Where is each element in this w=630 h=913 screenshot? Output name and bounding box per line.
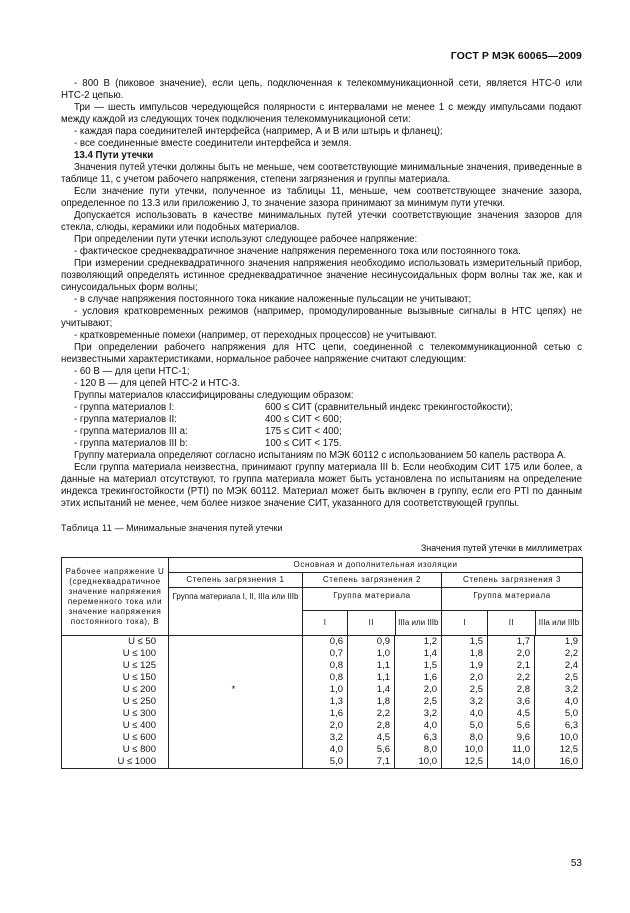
material-group-row xyxy=(61,438,582,450)
degree-1-cell xyxy=(169,672,303,684)
table-row xyxy=(62,696,583,708)
value-cell: 1,5 xyxy=(442,636,488,649)
value-cell: 3,2 xyxy=(442,696,488,708)
value-cell: 1,8 xyxy=(348,696,395,708)
paragraph-p15: - 60 В — для цепи НТС-1; xyxy=(74,366,190,377)
voltage-cell: U ≤ 125 xyxy=(62,660,169,672)
voltage-cell: U ≤ 400 xyxy=(62,720,169,732)
value-cell: 10,0 xyxy=(395,756,442,769)
voltage-cell: U ≤ 250 xyxy=(62,696,169,708)
paragraphs-bottom xyxy=(61,450,582,510)
degree-1-cell xyxy=(169,720,303,732)
value-cell: 5,6 xyxy=(348,744,395,756)
value-cell: 2,8 xyxy=(488,684,535,696)
material-group-name: - группа материалов III а: xyxy=(74,426,188,437)
paragraph-p16: - 120 В — для цепей НТС-2 и НТС-3. xyxy=(74,378,240,389)
header-group-2-III: IIIa или IIIb xyxy=(398,618,439,627)
section-heading: 13.4 Пути утечки xyxy=(74,150,154,161)
value-cell: 1,1 xyxy=(348,660,395,672)
paragraph-p14: При определении рабочего напряжения для НТС цепи, соединенной с телекоммуникационной сетью с неизвестными характеристиками, нормальное рабочее напряжение считают следующим: xyxy=(61,342,582,365)
value-cell: 0,8 xyxy=(303,672,348,684)
material-group-row xyxy=(61,414,582,426)
paragraph-p17: Группы материалов классифицированы следующим образом: xyxy=(74,390,354,401)
degree-1-cell xyxy=(169,696,303,708)
paragraph-p10: При измерении среднеквадратичного значения напряжения необходимо использовать измерительный прибор, позволяющий определять истинное среднеквадратичное значение несинусоидальных форм волны так же, как и синусоидальных форм волны; xyxy=(61,258,582,293)
value-cell: 10,0 xyxy=(535,732,583,744)
value-cell: 3,2 xyxy=(535,684,583,696)
header-degree-1: Степень загрязнения 1 xyxy=(169,573,303,588)
paragraph-p7: Допускается использовать в качестве минимальных путей утечки соответствующие значения зазоров для стекла, слюды, керамики или подобных материалов. xyxy=(61,210,582,233)
value-cell: 0,6 xyxy=(303,636,348,649)
paragraphs-mid xyxy=(61,162,582,402)
table-body xyxy=(62,636,583,769)
value-cell: 12,5 xyxy=(535,744,583,756)
creepage-table xyxy=(61,557,583,769)
degree-1-cell xyxy=(169,732,303,744)
value-cell: 2,0 xyxy=(488,648,535,660)
value-cell: 1,9 xyxy=(535,636,583,649)
material-group-range: 175 ≤ СИТ < 400; xyxy=(265,426,342,437)
value-cell: 7,1 xyxy=(348,756,395,769)
value-cell: 1,6 xyxy=(395,672,442,684)
value-cell: 3,2 xyxy=(303,732,348,744)
paragraph-p13: - кратковременные помехи (например, от переходных процессов) не учитывают. xyxy=(74,330,437,341)
value-cell: 4,0 xyxy=(442,708,488,720)
paragraph-p3: - каждая пара соединителей интерфейса (например, А и В или штырь и фланец); xyxy=(74,126,443,137)
value-cell: 2,0 xyxy=(303,720,348,732)
value-cell: 0,9 xyxy=(348,636,395,649)
value-cell: 1,9 xyxy=(442,660,488,672)
header-group-2 xyxy=(303,588,442,636)
value-cell: 2,2 xyxy=(348,708,395,720)
value-cell: 1,8 xyxy=(442,648,488,660)
value-cell: 1,6 xyxy=(303,708,348,720)
value-cell: 1,5 xyxy=(395,660,442,672)
table-caption-label: Таблица 11 xyxy=(61,523,113,533)
material-group-row xyxy=(61,402,582,414)
value-cell: 8,0 xyxy=(395,744,442,756)
header-degree-2: Степень загрязнения 2 xyxy=(303,573,442,588)
value-cell: 2,8 xyxy=(348,720,395,732)
degree-1-cell xyxy=(169,660,303,672)
material-group-name: - группа материалов II: xyxy=(74,414,177,425)
paragraph-p8: При определении пути утечки используют следующее рабочее напряжение: xyxy=(74,234,418,245)
value-cell: 1,0 xyxy=(348,648,395,660)
value-cell: 5,0 xyxy=(535,708,583,720)
material-group-row xyxy=(61,426,582,438)
header-voltage: Рабочее напряжение U (среднеквадратичное значение напряжения переменного тока или значение напряжения постоянного тока), В xyxy=(62,558,169,636)
table-row xyxy=(62,732,583,744)
degree-1-cell xyxy=(169,648,303,660)
degree-1-cell xyxy=(169,744,303,756)
value-cell: 16,0 xyxy=(535,756,583,769)
paragraph-p12: - условия кратковременных режимов (например, промодулированные вызывные сигналы в НТС цепях) не учитывают; xyxy=(61,306,582,329)
table-row xyxy=(62,708,583,720)
value-cell: 2,0 xyxy=(395,684,442,696)
voltage-cell: U ≤ 800 xyxy=(62,744,169,756)
table-row xyxy=(62,744,583,756)
header-group-3-I: I xyxy=(463,618,467,627)
value-cell: 1,0 xyxy=(303,684,348,696)
value-cell: 0,8 xyxy=(303,660,348,672)
value-cell: 4,5 xyxy=(348,732,395,744)
material-group-range: 100 ≤ СИТ < 175. xyxy=(265,438,342,449)
document-body xyxy=(61,78,582,769)
value-cell: 5,6 xyxy=(488,720,535,732)
material-group-range: 400 ≤ СИТ < 600; xyxy=(265,414,342,425)
material-group-range: 600 ≤ СИТ (сравнительный индекс трекингостойкости); xyxy=(265,402,513,413)
voltage-cell: U ≤ 200 xyxy=(62,684,169,696)
header-group-3-II: II xyxy=(487,611,535,635)
table-row xyxy=(62,672,583,684)
voltage-cell: U ≤ 300 xyxy=(62,708,169,720)
table-row xyxy=(62,660,583,672)
table-units: Значения путей утечки в миллиметрах xyxy=(420,543,582,553)
value-cell: 12,5 xyxy=(442,756,488,769)
degree-1-cell xyxy=(169,756,303,769)
value-cell: 2,4 xyxy=(535,660,583,672)
value-cell: 1,2 xyxy=(395,636,442,649)
material-group-name: - группа материалов III b: xyxy=(74,438,188,449)
voltage-cell: U ≤ 100 xyxy=(62,648,169,660)
value-cell: 5,0 xyxy=(303,756,348,769)
table-caption-text: — Минимальные значения путей утечки xyxy=(112,523,283,533)
paragraph-p11: - в случае напряжения постоянного тока никакие наложенные пульсации не учитывают; xyxy=(74,294,472,305)
degree-1-cell xyxy=(169,708,303,720)
header-group-2-I: I xyxy=(323,618,327,627)
voltage-cell: U ≤ 50 xyxy=(62,636,169,649)
header-group-2-II: II xyxy=(347,611,395,635)
degree-1-cell xyxy=(169,636,303,649)
value-cell: 2,1 xyxy=(488,660,535,672)
value-cell: 8,0 xyxy=(442,732,488,744)
value-cell: 9,6 xyxy=(488,732,535,744)
value-cell: 4,0 xyxy=(395,720,442,732)
header-group-2-label: Группа материала xyxy=(303,588,441,611)
header-group-3-III: IIIa или IIIb xyxy=(538,618,580,627)
value-cell: 1,4 xyxy=(395,648,442,660)
paragraph-p18: Группу материала определяют согласно испытаниям по МЭК 60112 с использованием 50 капель раствора А. xyxy=(74,450,567,461)
value-cell: 4,0 xyxy=(535,696,583,708)
degree-1-cell: * xyxy=(169,684,303,696)
value-cell: 1,7 xyxy=(488,636,535,649)
voltage-cell: U ≤ 1000 xyxy=(62,756,169,769)
paragraph-p19: Если группа материала неизвестна, принимают группу материала III b. Если необходим СИТ 175 или более, а данные на материал отсутствуют, то группа материала может быть установлена по испытаниям на определение индекса трекингостойкости (PTI) по МЭК 60112. Материал может быть включен в группу, если его PTI по данным этих испытаний не менее, чем более низкое значение СИТ, указанного для соответствующей группы. xyxy=(61,462,582,509)
value-cell: 11,0 xyxy=(488,744,535,756)
paragraph-p5: Значения путей утечки должны быть не меньше, чем соответствующие минимальные значения, приведенные в таблице 11, с учетом рабочего напряжения, степени загрязнения и группы материала. xyxy=(61,162,582,185)
header-insulation: Основная и дополнительная изоляции xyxy=(169,558,583,573)
table-caption xyxy=(61,522,582,534)
value-cell: 2,0 xyxy=(442,672,488,684)
value-cell: 2,5 xyxy=(535,672,583,684)
material-groups-list xyxy=(61,402,582,450)
material-group-name: - группа материалов I: xyxy=(74,402,175,413)
header-degree-3: Степень загрязнения 3 xyxy=(442,573,583,588)
paragraph-p6: Если значение пути утечки, полученное из таблицы 11, меньше, чем соответствующее значение зазора, определенное по 13.3 или приложению J, то значение зазора принимают за минимум пути утечки. xyxy=(61,186,582,209)
value-cell: 1,4 xyxy=(348,684,395,696)
value-cell: 2,5 xyxy=(442,684,488,696)
table-row xyxy=(62,636,583,649)
header-group-all: Группа материала I, II, IIIa или IIIb xyxy=(169,588,303,636)
table-row xyxy=(62,684,583,696)
paragraph-p1: - 800 В (пиковое значение), если цепь, подключенная к телекоммуникационной сети, является НТС-0 или НТС-2 цепью. xyxy=(61,78,582,101)
value-cell: 1,1 xyxy=(348,672,395,684)
paragraphs-top xyxy=(61,78,582,150)
voltage-cell: U ≤ 150 xyxy=(62,672,169,684)
value-cell: 0,7 xyxy=(303,648,348,660)
paragraph-p2: Три — шесть импульсов чередующейся полярности с интервалами не менее 1 с между импульсами подают между каждой из следующих точек подключения телекоммуникационой сети: xyxy=(61,102,582,125)
value-cell: 5,0 xyxy=(442,720,488,732)
value-cell: 14,0 xyxy=(488,756,535,769)
value-cell: 4,5 xyxy=(488,708,535,720)
voltage-cell: U ≤ 600 xyxy=(62,732,169,744)
table-row xyxy=(62,756,583,769)
table-row xyxy=(62,648,583,660)
value-cell: 3,6 xyxy=(488,696,535,708)
value-cell: 2,2 xyxy=(488,672,535,684)
header-group-3 xyxy=(442,588,583,636)
paragraph-p9: - фактическое среднеквадратичное значение напряжения переменного тока или постоянного тока. xyxy=(74,246,521,257)
value-cell: 4,0 xyxy=(303,744,348,756)
value-cell: 2,2 xyxy=(535,648,583,660)
value-cell: 1,3 xyxy=(303,696,348,708)
paragraph-p4: - все соединенные вместе соединители интерфейса и земля. xyxy=(74,138,352,149)
value-cell: 6,3 xyxy=(535,720,583,732)
value-cell: 6,3 xyxy=(395,732,442,744)
value-cell: 10,0 xyxy=(442,744,488,756)
value-cell: 2,5 xyxy=(395,696,442,708)
page-number: 53 xyxy=(570,858,582,869)
standard-header: ГОСТ Р МЭК 60065—2009 xyxy=(450,50,582,62)
table-row xyxy=(62,720,583,732)
value-cell: 3,2 xyxy=(395,708,442,720)
header-group-3-label: Группа материала xyxy=(442,588,582,611)
